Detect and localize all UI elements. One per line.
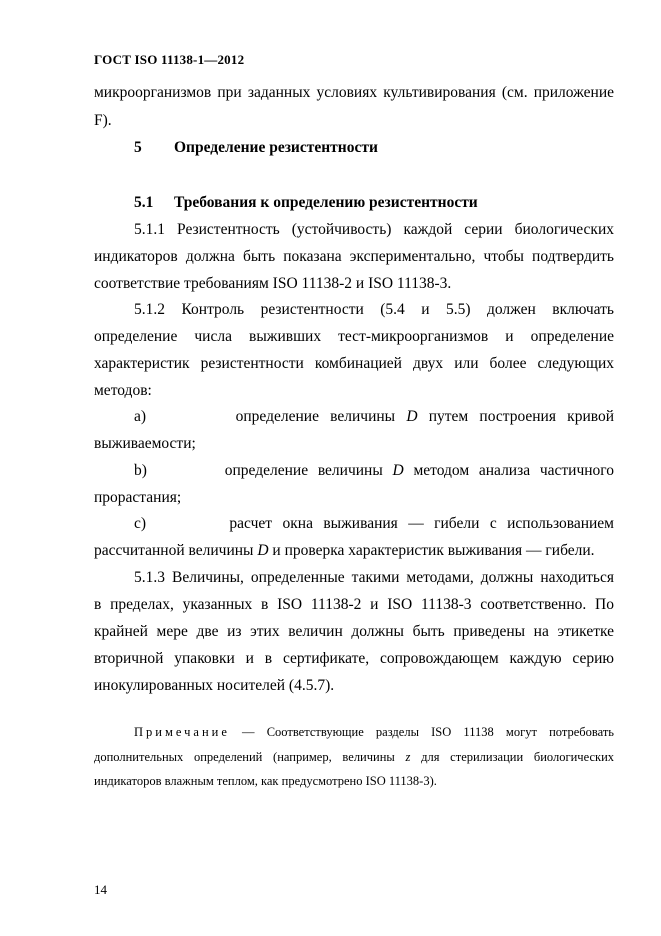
- note-line: дополнительных определений (например, величины z для стерилизации биологических: [94, 750, 615, 764]
- text-line: инокулированных носителей (4.5.7).: [94, 677, 335, 694]
- variable: z: [405, 750, 411, 764]
- note-line: индикаторов влажным теплом, как предусмотрено ISO 11138-3).: [94, 774, 437, 788]
- text-line: 5.1.2 Контроль резистентности (5.4 и 5.5) должен включать: [134, 301, 614, 318]
- text-line: крайней мере две из этих величин должны быть приведены на этикетке: [94, 623, 614, 640]
- variable: D: [406, 408, 418, 425]
- text-line: вторичной упаковки и в сертификате, сопровождающем каждую серию: [94, 650, 614, 667]
- list-item-c: c) расчет окна выживания — гибели с использованием: [134, 515, 614, 532]
- list-marker: a): [134, 408, 147, 425]
- page-number: 14: [94, 882, 107, 897]
- text-line: 5.1.3 Величины, определенные такими методами, должны находиться: [134, 569, 614, 586]
- subsection-title: Требования к определению резистентности: [174, 194, 478, 211]
- note-line: Примечание — Соответствующие разделы ISO 11138 могут потребовать: [134, 725, 614, 739]
- text-line: 5.1.1 Резистентность (устойчивость) каждой серии биологических: [134, 221, 614, 238]
- text-line: методов:: [94, 382, 152, 399]
- text-line: в пределах, указанных в ISO 11138-2 и ISO 11138-3 соответственно. По: [94, 596, 614, 613]
- list-marker: c): [134, 515, 147, 532]
- text-line: определение числа выживших тест-микроорганизмов и определение: [94, 328, 614, 345]
- list-item-b: b) определение величины D методом анализа частичного: [134, 462, 615, 479]
- text-line: микроорганизмов при заданных условиях культивирования (см. приложение: [94, 84, 614, 101]
- text-line: рассчитанной величины D и проверка характеристик выживания — гибели.: [94, 542, 595, 559]
- section-title: Определение резистентности: [174, 139, 378, 156]
- text-line: индикаторов должна быть показана экспериментально, чтобы подтвердить: [94, 248, 614, 265]
- variable: D: [392, 462, 404, 479]
- list-item-a: a) определение величины D путем построения кривой: [134, 408, 615, 425]
- list-marker: b): [134, 462, 147, 479]
- text-line: прорастания;: [94, 489, 182, 506]
- text-line: характеристик резистентности комбинацией двух или более следующих: [94, 355, 614, 372]
- section-number: 5: [134, 139, 142, 156]
- text-line: соответствие требованиям ISO 11138-2 и ISO 11138-3.: [94, 275, 452, 292]
- text-line: F).: [94, 112, 112, 129]
- text-line: выживаемости;: [94, 435, 196, 452]
- note-label: Примечание: [134, 725, 230, 739]
- document-code: ГОСТ ISO 11138-1—2012: [94, 52, 245, 67]
- subsection-number: 5.1: [134, 194, 154, 211]
- variable: D: [257, 542, 269, 559]
